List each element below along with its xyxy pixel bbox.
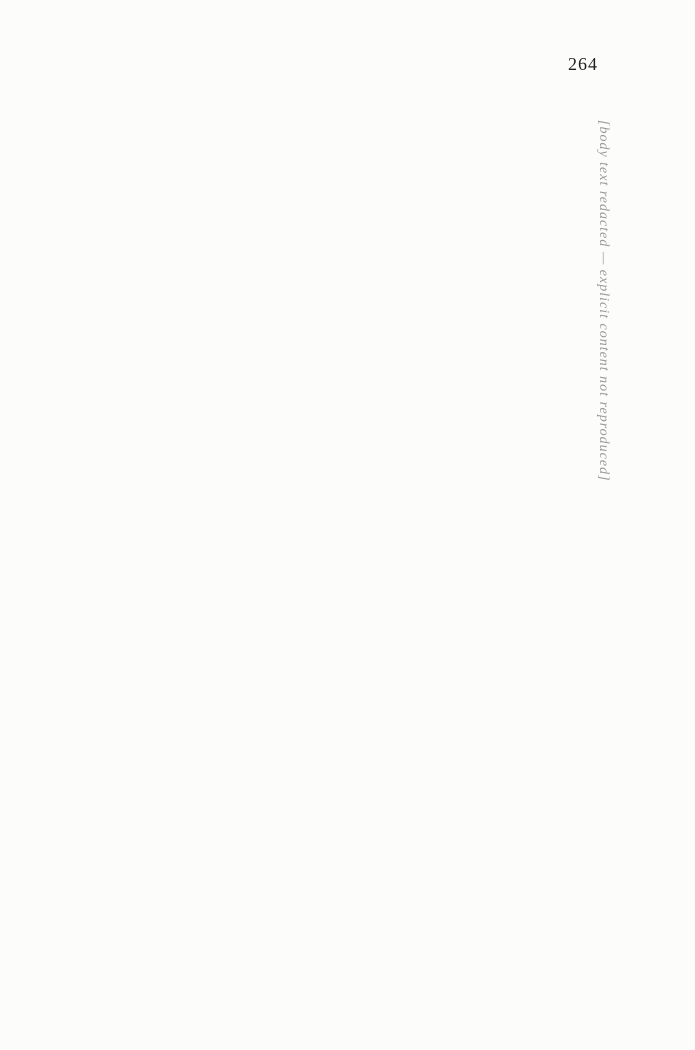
redacted-text-notice: [body text redacted — explicit content not reproduced]: [596, 120, 611, 482]
text-columns: [65, 120, 619, 942]
page-number: 264: [568, 54, 598, 74]
